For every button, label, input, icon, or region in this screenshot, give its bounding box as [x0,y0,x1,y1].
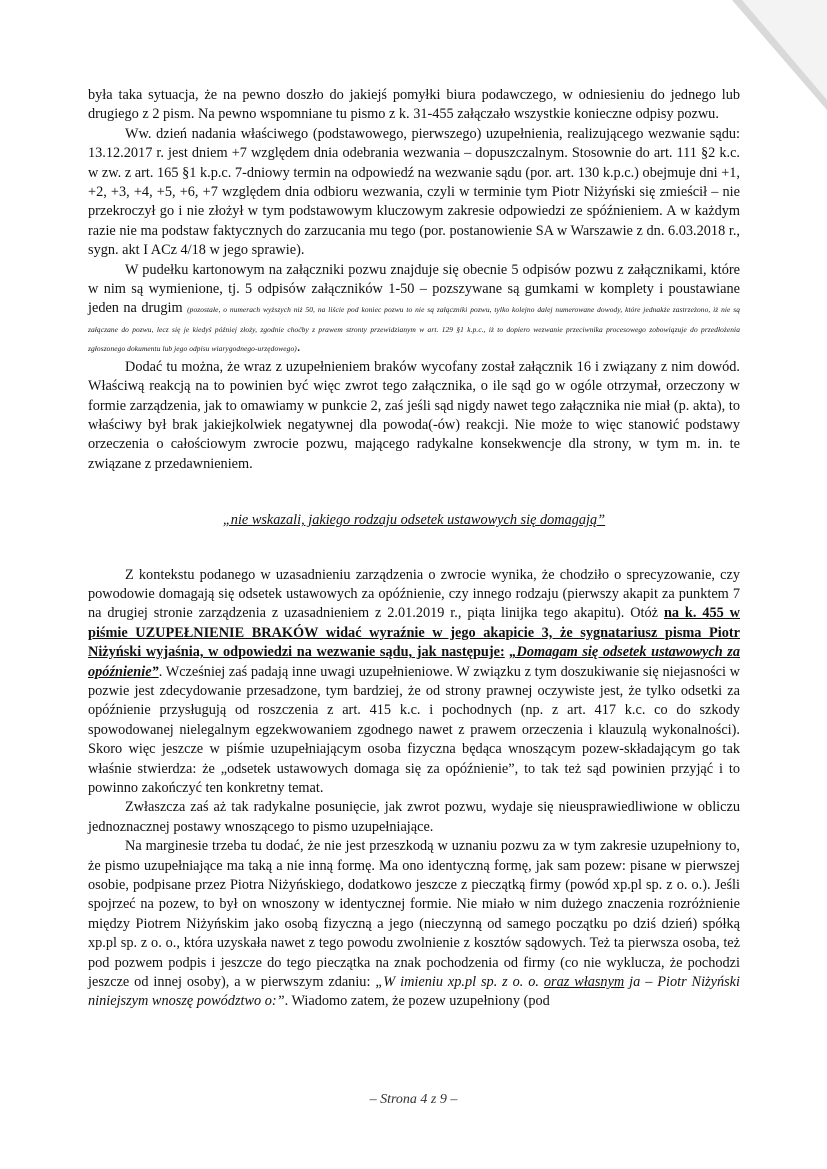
paragraph-7-quote-underlined: oraz własnym [543,974,625,991]
page-number-footer: – Strona 4 z 9 – [369,1092,458,1107]
paragraph-3-text: W pudełku kartonowym na załączniki pozwu znajduje się obecnie 5 odpisów pozwu z załącznikami, które w nim są wymienione, tj. 5 odpisów załączników 1-50 – pozszywane są gumkami w komplety i poustawiane jeden na drugim [88,261,740,317]
paragraph-5-intro: Z kontekstu podanego w uzasadnieniu zarządzenia o zwrocie wynika, że chodziło o sprecyzowanie, czy powodowie domagają się odsetek ustawowych za opóźnienie, czy innego rodzaju (pierwszy akapit za punktem 7 na drugiej stronie zarządzenia z uzasadnieniem z 2.01.2019 r., piąta linijka tego akapitu). Otóż [88,566,740,622]
paragraph-5-bold-statement: na k. 455 w piśmie UZUPEŁNIENIE BRAKÓW widać wyraźnie w jego akapicie 3, że sygnatariusz pisma Piotr Niżyński wyjaśnia, w odpowiedzi na wezwanie sądu, jak następuje: [88,605,741,661]
paragraph-5 [88,566,740,799]
paragraph-7-text: Na marginesie trzeba tu dodać, że nie jest przeszkodą w uznaniu pozwu za w tym zakresie uzupełniony to, że pismo uzupełniające ma taką a nie inną formę. Ma ono identyczną formę, jak sam pozew: pisane w pierwszej osobie, podpisane przez Piotra Niżyńskiego, dodatkowo jeszcze z pieczątką firmy (powód xp.pl sp. z o. o.). Jeśli spojrzeć na pozew, to był on wnoszony w identycznej formie. Nie miało w nim dużego znaczenia rozróżnienie między Piotrem Niżyńskim jako osobą fizyczną a jego (nieczynną od samego początku po dziś dzień) spółką xp.pl sp. z o. o., która uzyskała nawet z tego powodu zwolnienie z kosztów sądowych. Też ta pierwsza osoba, też pod pozwem podpis i jeszcze do tego pieczątka na znak pochodzenia od firmy (co nie wyklucza, że pochodzi jeszcze od innej osoby), a w pierwszym zdaniu: [88,838,740,991]
paragraph-7-rest: . Wiadomo zatem, że pozew uzupełniony (pod [284,993,550,1010]
paragraph-4: Dodać tu można, że wraz z uzupełnieniem braków wycofany został załącznik 16 i związany z nim dowód. Właściwą reakcją na to powinien być więc zwrot tego załącznika, o ile sąd go w ogóle otrzymał, orzeczony w formie zarządzenia, jak to omawiamy w punkcie 2, zaś jeśli sąd nigdy nawet tego załącznika nie miał (p. akta), to właściwy był brak jakiejkolwiek negatywnej dla powoda(-ów) reakcji. Nie może to więc stanowić podstawy orzeczenia o całościowym zwrocie pozwu, mającego radykalne konsekwencje dla strony, w tym m. in. te związane z przedawnieniem. [88,358,740,472]
document-body [88,86,740,1012]
section-heading: „nie wskazali, jakiego rodzaju odsetek ustawowych się domagają” [222,512,606,529]
paragraph-1: była taka sytuacja, że na pewno doszło do jakiejś pomyłki biura podawczego, w odniesieniu do jednego lub drugiego z 2 pism. Na pewno wspomniane tu pismo z k. 31-455 załączało wszystkie konieczne odpisy pozwu. [88,87,740,123]
paragraph-3-small-note: (pozostałe, o numerach wyższych niż 50, na liście pod koniec pozwu to nie są załączniki pozwu, tylko kolejno dalej numerowane dowody, które jednakże zastrzeżono, iż nie są załączane do pozwu, lecz się je kiedyś później złoży, zgodnie choćby z prawem stronty przewidzianym w art. 129 §1 k.p.c., iż to dopiero wezwanie przeciwnika procesowego zobowiązuje do przedłożenia zgłoszonego dokumentu lub jego odpisu wiarygodnego-urzędowego) [88,305,741,354]
paragraph-6: Zwłaszcza zaś aż tak radykalne posunięcie, jak zwrot pozwu, wydaje się nieusprawiedliwione w obliczu jednoznacznej postawy wnoszącego to pismo uzupełniające. [88,799,740,835]
page-corner-fold [742,0,827,100]
paragraph-3: W pudełku kartonowym na załączniki pozwu znajduje się obecnie 5 odpisów pozwu z załącznikami, które w nim są wymienione, tj. 5 odpisów załączników 1-50 – pozszywane są gumkami w komplety i poustawiane jeden na drugim (pozostałe, o numerach wyższych niż 50, na liście pod koniec pozwu to nie są załączniki pozwu, tylko kolejno dalej numerowane dowody, które jednakże zastrzeżono, iż nie są załączane do pozwu, lecz się je kiedyś później złoży, zgodnie choćby z prawem stronty przewidzianym w art. 129 §1 k.p.c., iż to dopiero wezwanie przeciwnika procesowego zobowiązuje do przedłożenia zgłoszonego dokumentu lub jego odpisu wiarygodnego-urzędowego). [88,261,741,356]
paragraph-2: Ww. dzień nadania właściwego (podstawowego, pierwszego) uzupełnienia, realizującego wezwanie sądu: 13.12.2017 r. jest dniem +7 względem dnia odebrania wezwania – dopuszczalnym. Stosownie do art. 111 §2 k.c. w zw. z art. 165 §1 k.p.c. 7-dniowy termin na odpowiedź na wezwanie sądu (por. art. 130 k.p.c.) obejmuje dni +1, +2, +3, +4, +5, +6, +7 względem dnia odbioru wezwania, czyli w terminie tym Piotr Niżyński się zmieścił – nie przekroczył go i nie złożył w tym podstawowym kluczowym zakresie odpowiedzi ze spóźnieniem. A w każdym razie nie ma podstaw faktycznych do zarzucania mu tego (por. postanowienie SA w Warszawie z dn. 6.03.2018 r., sygn. akt I ACz 4/18 w jego sprawie). [88,125,740,259]
paragraph-7-quote-start: „W imieniu xp.pl sp. z o. o. [375,974,539,991]
paragraph-7 [88,837,740,1012]
paragraph-5-quote: „Domagam się odsetek ustawowych za opóźnienie” [88,644,741,680]
paragraph-7-quote-end: ja – Piotr Niżyński niniejszym wnoszę powództwo o:” [88,974,740,1010]
paragraph-5-rest: . Wcześniej zaś padają inne uwagi uzupełnieniowe. W związku z tym doszukiwanie się niejasności w pozwie jest zdecydowanie przesadzone, tym bardziej, że od strony prawnej oczywiste jest, że tylko odsetki za opóźnienie przysługują od roszczenia z art. 415 k.c. i pochodnych (np. z art. 417 k.c. co do szkody spowodowanej nielegalnym egzekwowaniem zgodnego nawet z prawem orzeczenia i klauzulą wykonalności). Skoro więc jeszcze w piśmie uzupełniającym osoba fizyczna będąca wnoszącym pozew-składającym go tak właśnie stwierdza: że „odsetek ustawowych domaga się za opóźnienie”, to tak też sąd powinien przyjąć i to powinno zakończyć ten konkretny temat. [88,663,740,796]
